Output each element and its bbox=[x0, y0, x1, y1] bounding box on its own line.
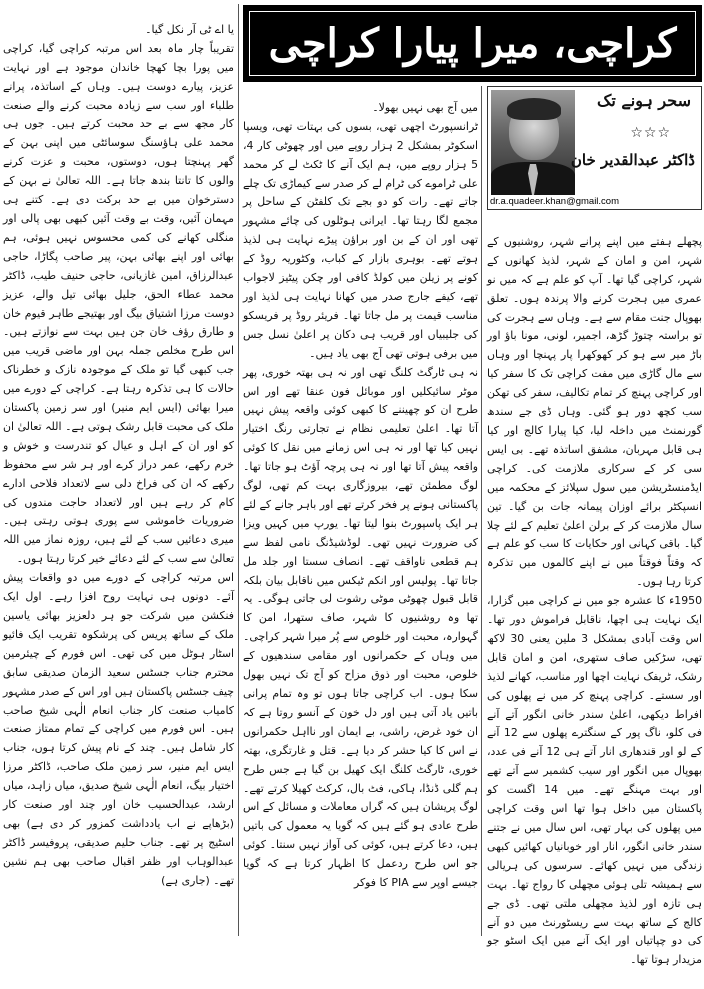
column-3-text: یا اے ٹی آر نکل گیا۔ تقریباً چار ماہ بعد اس مرتبہ کراچی گیا، کراچی میں پورا بچا کھچا خاندان موجود ہے اور نہایت عزیز، پیارے دوست ہیں۔ وہاں کے اساتذہ، پرانے طلباء اور سب سے زیادہ محبت کرنے والے صنعت کار مجھ سے بے حد محبت کرتے ہیں۔ جوں ہی محمد علی ہاؤسنگ سوسائٹی میں اپنی بہن کے گھر پہنچتا ہوں، دوستوں، محبت و عزت کرنے والوں کا تانتا بندھ جاتا ہے۔ اللہ تعالیٰ نے بہن کے دسترخوان میں بے حد برکت دی ہے۔ کتنے ہی مہمان آئیں، وقت بے وقت آئیں کبھی بھی پالی اور منگلی کھانے کی کمی محسوس نہیں ہوئی، ہم بھائی اور اپنے بھائی بہن، پیر صاحب پگاڑا، حاجی عبدالرزاق، امین غازیانی، حاجی حنیف طیب، ڈاکٹر محمد عطاء الحق، جلیل بھائی تیل والے، عزیز دوست مرزا اشتیاق بیگ اور بھتیجے طاہر قیوم خان و طارق رؤف خان جن ہیں بہت سے نوازتے ہیں۔ اس طرح مخلص جملہ بہن اور ماضی قریب میں جب کبھی گیا تو ملک کے موجودہ نازک و خطرناک حالات کا ہی تذکرہ رہتا ہے۔ کراچی کے دورے میں میرا بھائی (ایس ایم منیر) اور سر زمین پاکستان ملک کی محبت قابل رشک ہوتی ہے۔ اللہ تعالیٰ ان کو اور ان کے اہل و عیال کو تندرست و خوش و خرم رکھے، عمر دراز کرے اور ہر شر سے محفوظ رکھے کہ ان کی فراخ دلی سے لاتعداد فلاحی ادارے کام کر رہے ہیں اور لاتعداد حاجت مندوں کی ضروریات خاموشی سے پوری ہوتی رہتی ہیں۔ میری دعائیں سب کے لئے ہیں، روزہ نماز میں اللہ تعالیٰ سے سب کے لئے دعائے خیر کرتا رہتا ہوں۔ اس مرتبہ کراچی کے دورے میں دو واقعات پیش آئے۔ دونوں ہی نہایت روح افزا رہے۔ اول ایک فنکشن میں شرکت جو ہر دلعزیز بھائی یاسین ملک کے ساتھ پریس کی پرشکوہ تقریب ایک فائیو اسٹار ہوٹل میں کی تھی۔ اس فورم کے چیئرمین محترم جناب جسٹس سعید الزمان صدیقی سابق چیف جسٹس پاکستان ہیں اور اس کے صدر مشہور کامیاب صنعت کار جناب انعام الٰہی شیخ صاحب ہیں۔ اس فورم میں کراچی کے تمام ممتاز صنعت کار شامل ہیں۔ چند کے نام پیش کرتا ہوں، جناب ایس ایم منیر، سر زمین ملک صاحب، ڈاکٹر مرزا اختیار بیگ، انعام الٰہی شیخ صدیق، میاں زاہد، میاں ارشد، عبدالحسیب خان اور چند اور صنعت کار (بڑھاپے نے اب یادداشت کمزور کر دی ہے) بھی اسٹیج پر تھے۔ جناب حلیم صدیقی، پروفیسر ڈاکٹر عبدالوہاب اور ظفر اقبال صاحب بھی ہم نشین تھے۔ (جاری ہے) bbox=[3, 22, 234, 887]
byline-box bbox=[487, 86, 702, 210]
column-1-text: پچھلے ہفتے میں اپنے پرانے شہر، روشنیوں کے شہر، امن و امان کے شہر، لذیذ کھانوں کے شہر، کراچی گیا تھا۔ آپ کو علم ہے کہ میں نو عمری میں ہجرت کرنے والا پرندہ ہوں۔ تعلق بھوپال جنت مقام سے ہے۔ وہاں سے ہجرت کی تو براستہ چتوڑ گڑھ، اجمیر، لونی، مونا باؤ اور باڑ میر سے ہو کر کھوکھرا پار پہنچا اور وہاں سے مال گاڑی میں مفت کراچی تک کا سفر کیا اور کراچی پہنچ کر تمام تکالیف، سفر کی تھکن سب کچھ دور ہو گئی۔ وہاں ڈی جے سندھ گورنمنٹ میں داخلہ لیا، کیا پیارا کالج اور کیا ہی قابل مہربان، مشفق اساتذہ تھے۔ بی ایس سی کر کے سرکاری ملازمت کی۔ کراچی ایڈمنسٹریشن میں سول سپلائز کے محکمہ میں انسپکٹر برائے اوزان پیمانہ جات بن گیا۔ تین سال ملازمت کر کے برلن اعلیٰ تعلیم کے لئے چلا گیا۔ باقی کہانی اور حکایات کا سب کو علم ہے کہ وقتاً فوقتاً میں نے اپنے کالموں میں تذکرہ کرتا رہا ہوں۔ 1950ء کا عشرہ جو میں نے کراچی میں گزارا، ایک نہایت ہی اچھا، ناقابل فراموش دور تھا۔ اس وقت آبادی بمشکل 3 ملین یعنی 30 لاکھ تھی، سڑکیں صاف ستھری، امن و امان قابل رشک، ٹریفک نہایت اچھا اور مناسب، کھانے لذیذ اور سستے۔ کراچی پہنچ کر میں نے پھلوں کی افراط دیکھی، اعلیٰ سندر خانی انگور آتے آنے فی کلو، ناگ پور کے سنگترے پھلوں سے 12 آنے کے لو اور قندھاری انار آتے ہی 12 آنے فی عدد، بھوپال میں انگور اور سیب کشمیر سے آتے تھے اور بہت مہنگے تھے۔ میں 14 اگست کو پاکستان میں داخل ہوا تھا اس وقت کراچی میں پھلوں کی بہار تھی، اس سال میں نے جتنے سندر خانی انگور، انار اور خوبانیاں کھائیں کبھی زندگی میں نہیں کھائے۔ سرسوں کی ہریالی سے ہمیشہ تلی ہوئی مچھلی کا رواج تھا۔ بہت ہی تازہ اور لذیذ مچھلی ملتی تھی۔ ڈی جے کالج کے ساتھ بہت سے ریسٹورنٹ میں دو آنے کی دو چپاتیاں اور ایک آنے میں ایک اسٹو جو مزیدار ہوتا تھا۔ bbox=[487, 234, 703, 967]
star-icons: ☆☆☆ bbox=[630, 125, 671, 141]
column-2-text: میں آج بھی نہیں بھولا۔ ٹرانسپورٹ اچھی تھی، بسوں کی بہتات تھی، ویسپا اسکوٹر بمشکل 2 ہزار روپے میں اور چھوٹی کار 4، 5 ہزار روپے میں، ہم ایک آنے کا ٹکٹ لے کر محمد علی ٹراموے کی ٹرام لے کر صدر سے کیماڑی تک چلے جاتے تھے۔ رات کو دو بجے تک کلفٹن کے ساحل پر مجمع لگا رہتا تھا۔ ایرانی ہوٹلوں کی چائے مشہور تھی اور ان کے بن اور براؤن پیڑے نہایت ہی لذیذ ہوتے تھے۔ بوہری بازار کے کباب، وکٹوریہ روڈ کے کونے پر زیلن میں کولڈ کافی اور چکن پیٹیز لاجواب تھے، کیفے جارج صدر میں کھانا نہایت ہی لذیذ اور مناسب قیمت پر مل جاتا تھا۔ فریئر روڈ پر فریسکو کی جلیبیاں اور قریب ہی دکان پر اعلیٰ نسل جس میں برفی ہوتی تھی آج بھی یاد ہیں۔ نہ ہی ٹارگٹ کلنگ تھی اور نہ ہی بھتہ خوری، پھر موٹر سائیکلیں اور موبائل فون عنقا تھے اور اس طرح ان کو چھیننے کا کبھی کوئی واقعہ پیش نہیں آتا تھا۔ اعلیٰ تعلیمی نظام نے تجارتی رنگ اختیار نہیں کیا تھا اور نہ ہی اس زمانے میں نقل کا کوئی واقعہ پیش آتا تھا اور نہ ہی پرچہ آؤٹ ہو جاتا تھا۔ لوگ مطمئن تھے، بیروزگاری بہت کم تھی، لوگ پاکستانی ہونے پر فخر کرتے تھے اور باہر جانے کے لئے ہر ایک پاسپورٹ بنوا لیتا تھا۔ یورپ میں کہیں ویزا کی ضرورت نہیں تھی۔ لوڈشیڈنگ نامی لفظ سے ہم قطعی ناواقف تھے۔ انصاف سستا اور جلد مل جاتا تھا۔ پولیس اور انکم ٹیکس میں ناقابل بیان بلکہ قابل قبول چھوٹی موٹی رشوت لی جاتی ہوگی۔ یہ تھا وہ روشنیوں کا شہر، صاف ستھرا، امن کا گہوارہ، محبت اور خلوص سے پُر میرا شہر کراچی۔ میں وہاں کے حکمرانوں اور مقامی سندھیوں کے خلوص، محبت اور ذوق مزاح کو آج تک نہیں بھول سکا ہوں۔ اب کراچی جاتا ہوں تو وہ تمام پرانی باتیں یاد آتی ہیں اور دل خون کے آنسو روتا ہے کہ ان خود غرض، راشی، بے ایمان اور نااہل حکمرانوں نے اس کا کیا حشر کر دیا ہے۔ قتل و غارتگری، بھتہ خوری، ٹارگٹ کلنگ ایک کھیل بن گیا ہے جس طرح ہم گلی ڈنڈا، ہاکی، فٹ بال، کرکٹ کھیلا کرتے تھے۔ لوگ پریشان ہیں کہ گراں معاملات و مسائل کے اس طرح عادی ہو گئے ہیں کہ گویا یہ معمول کی باتیں ہیں، دعا کرتے ہیں، کوئی کی آواز نہیں سنتا۔ کوئی جو اس طرح ردعمل کا اظہار کرتا ہے کہ گویا جیسے اوپر سے PIA کا فوکر bbox=[243, 100, 479, 890]
headline-frame bbox=[249, 11, 696, 76]
author-name: ڈاکٹر عبدالقدیر خان bbox=[570, 151, 695, 169]
headline: کراچی، میرا پیارا کراچی bbox=[268, 20, 677, 67]
column-divider bbox=[238, 4, 239, 936]
article-column-1 bbox=[487, 214, 703, 967]
column-divider bbox=[481, 86, 482, 936]
author-email[interactable]: dr.a.quadeer.khan@gmail.com bbox=[490, 196, 619, 207]
headline-box bbox=[243, 5, 702, 82]
column-name: سحر ہونے تک bbox=[597, 91, 691, 110]
article-column-3 bbox=[3, 2, 234, 936]
author-photo bbox=[491, 90, 575, 195]
article-column-2 bbox=[243, 80, 478, 936]
